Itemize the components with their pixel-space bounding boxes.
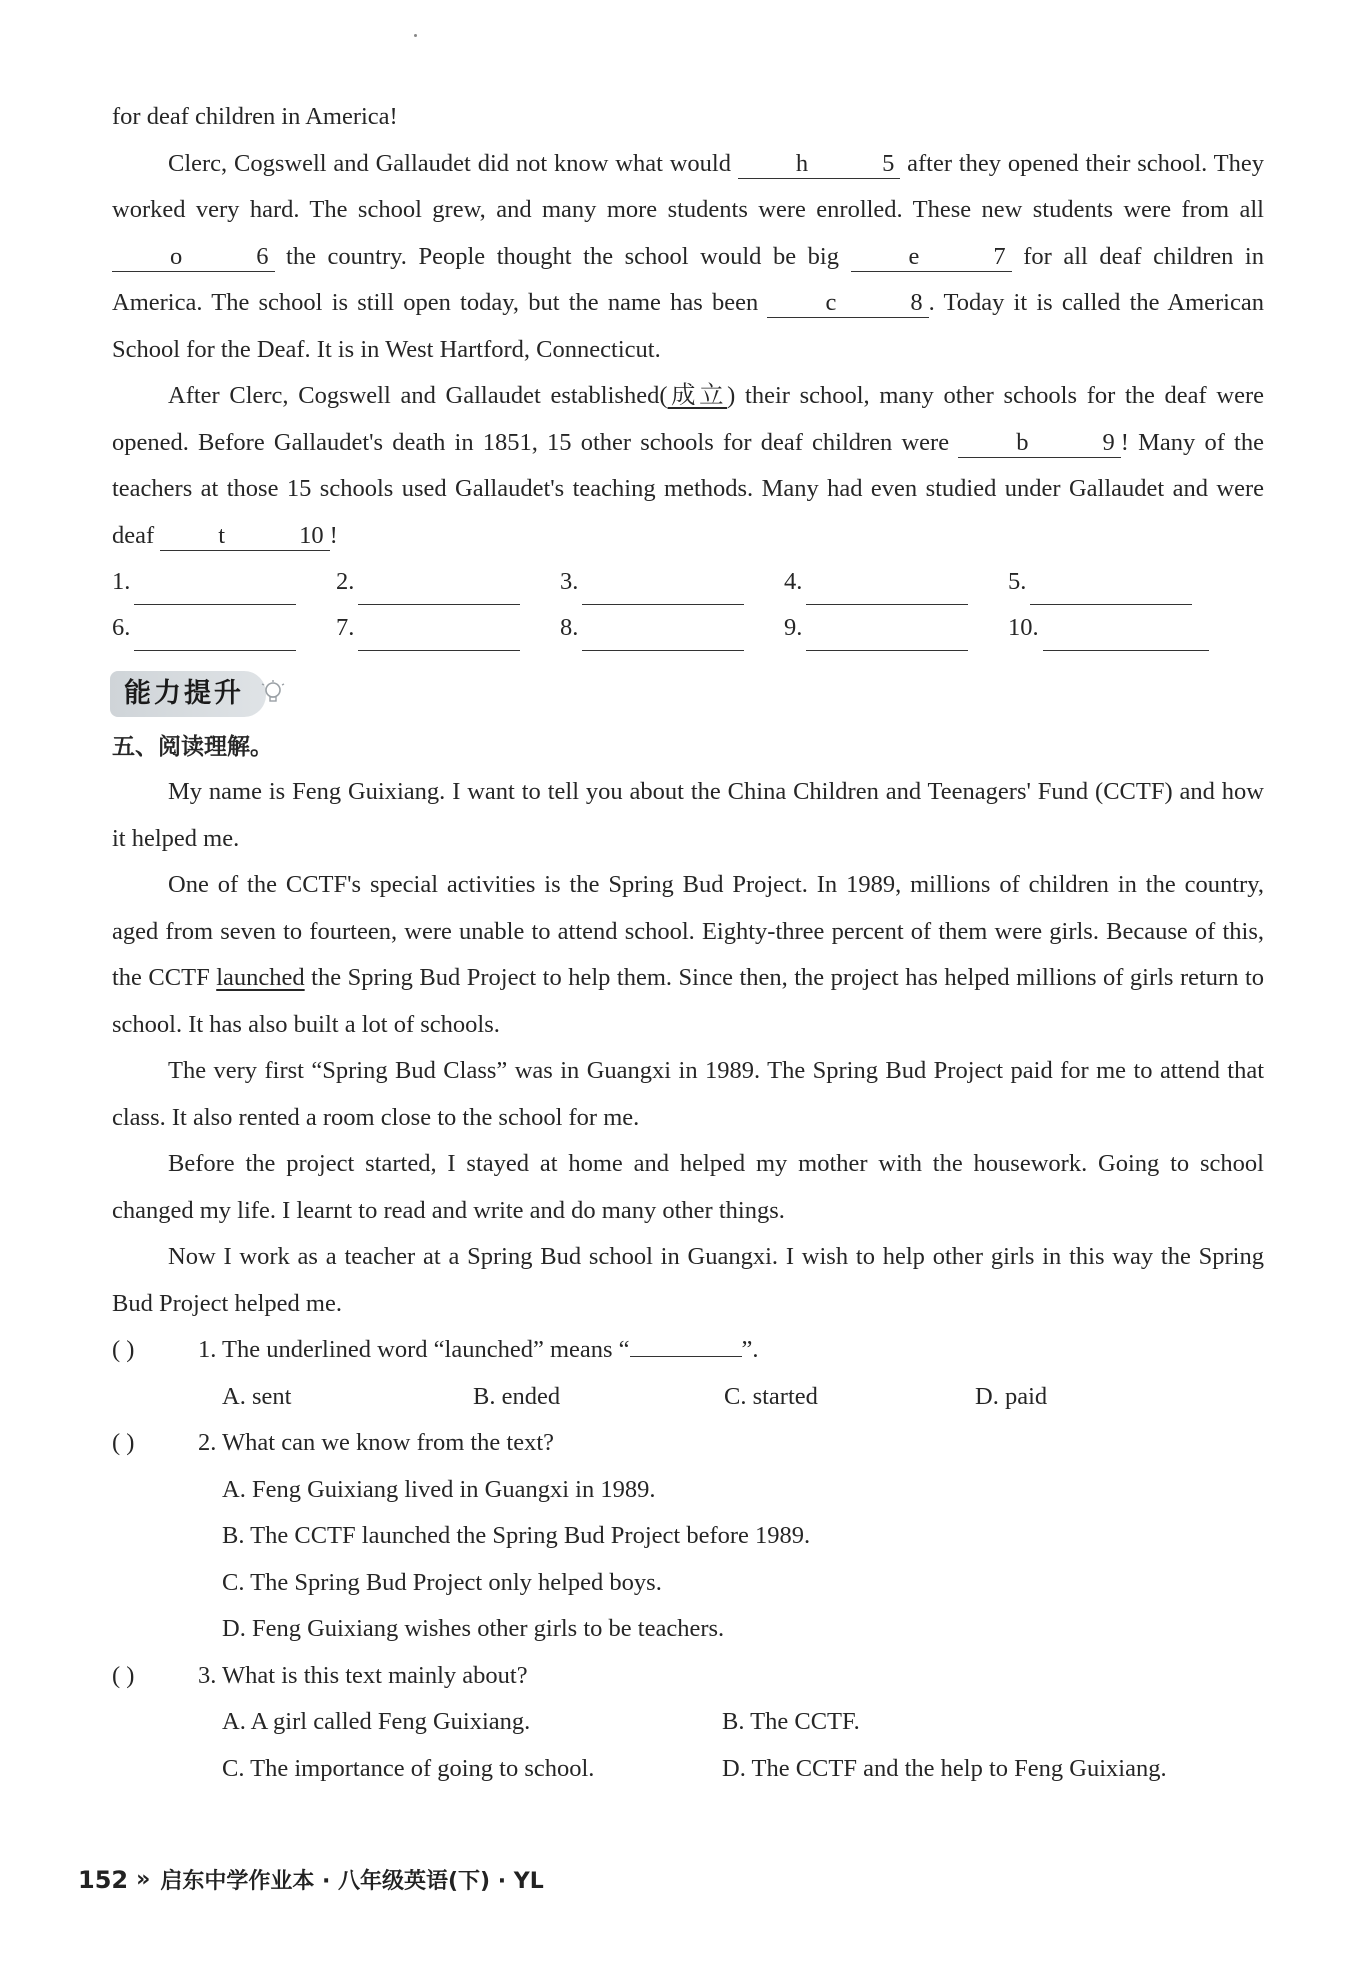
passage1-line-end: for deaf children in America! (112, 103, 398, 130)
answer-line (1030, 574, 1192, 605)
question-stem: 2. What can we know from the text? (198, 1429, 555, 1456)
option-d[interactable]: D. The CCTF and the help to Feng Guixiang. (722, 1754, 1167, 1782)
cloze-blank-9[interactable]: b 9 (958, 429, 1121, 458)
cloze-blank-5[interactable]: h 5 (738, 150, 901, 179)
option-a[interactable]: A. Feng Guixiang lived in Guangxi in 1989. (222, 1475, 656, 1503)
passage2-para2: One of the CCTF's special activities is the Spring Bud Project. In 1989, millions of children in the country, aged from seven to fourteen, were unable to attend school. Eighty-three percent of them were girls. Because of this, the CCTF launched the Spring Bud Project to help them. Since then, the project has helped millions of girls return to school. It has also built a lot of schools. (112, 871, 1264, 1038)
question-2-options (112, 1467, 1264, 1653)
answer-bracket[interactable]: ( ) (112, 1429, 135, 1456)
option-b[interactable]: B. The CCTF launched the Spring Bud Project before 1989. (222, 1522, 811, 1549)
answer-line (358, 574, 520, 605)
answer-line (582, 620, 744, 651)
answer-line (582, 574, 744, 605)
answer-8[interactable]: 8. (560, 605, 784, 652)
print-dot (414, 34, 417, 37)
passage2-para4: Before the project started, I stayed at home and helped my mother with the housework. Going to school changed my life. I learnt to read and write and do many other things. (112, 1150, 1264, 1224)
passage1-para2: Clerc, Cogswell and Gallaudet did not know what would h 5 after they opened their school. They worked very hard. The school grew, and many more students were enrolled. These new students were from all o 6 the country. People thought the school would be big e 7 for all deaf children in America. The school is still open today, but the name has been c 8 . Today it is called the American School for the Deaf. It is in West Hartford, Connecticut. (112, 149, 1265, 363)
answer-6[interactable]: 6. (112, 605, 336, 652)
page-content (112, 94, 1264, 1792)
answer-7[interactable]: 7. (336, 605, 560, 652)
cloze-blank-10[interactable]: t 10 (160, 522, 329, 551)
option-c[interactable]: C. started (724, 1382, 818, 1410)
answer-9[interactable]: 9. (784, 605, 1008, 652)
chinese-gloss: 成立 (667, 382, 728, 409)
answer-row (112, 559, 1264, 605)
option-row (222, 1699, 1264, 1746)
answer-1[interactable]: 1. (112, 559, 336, 606)
underlined-word: launched (216, 964, 305, 991)
option-d[interactable]: D. Feng Guixiang wishes other girls to be teachers. (222, 1615, 725, 1642)
option-c[interactable]: C. The importance of going to school. (222, 1754, 595, 1782)
book-title: 启东中学作业本 · 八年级英语(下) · YL (160, 1869, 544, 1894)
cloze-blank-7[interactable]: e 7 (851, 243, 1012, 272)
question-3-options (112, 1699, 1264, 1792)
option-a[interactable]: A. sent (222, 1382, 292, 1410)
question-1 (112, 1327, 1264, 1374)
double-chevron-icon: » (136, 1867, 151, 1892)
page-number: 152 (78, 1865, 129, 1894)
answer-row (112, 605, 1264, 651)
answer-line (358, 620, 520, 651)
option-b[interactable]: B. The CCTF. (722, 1708, 860, 1735)
answer-bracket[interactable]: ( ) (112, 1661, 135, 1689)
answer-line (806, 620, 968, 651)
lightbulb-icon (260, 679, 286, 705)
passage2-para5: Now I work as a teacher at a Spring Bud school in Guangxi. I wish to help other girls in this way the Spring Bud Project helped me. (112, 1243, 1264, 1317)
answer-10[interactable]: 10. (1008, 605, 1232, 652)
answer-line (134, 620, 296, 651)
answer-line (806, 574, 968, 605)
option-row (222, 1746, 1264, 1793)
question-2 (112, 1420, 1264, 1467)
cloze-blank-6[interactable]: o 6 (112, 243, 275, 272)
passage1-para3: After Clerc, Cogswell and Gallaudet established(成立) their school, many other schools for the deaf were opened. Before Gallaudet's death in 1851, 15 other schools for deaf children were b 9 ! Many of the teachers at those 15 schools used Gallaudet's teaching methods. Many had even studied under Gallaudet and were deaf t 10 ! (112, 382, 1264, 549)
passage2-para1: My name is Feng Guixiang. I want to tell you about the China Children and Teenagers' Fund (CCTF) and how it helped me. (112, 778, 1264, 852)
option-b[interactable]: B. ended (473, 1382, 561, 1410)
answer-2[interactable]: 2. (336, 559, 560, 606)
answer-bracket[interactable]: ( ) (112, 1336, 135, 1363)
section-banner (110, 663, 1264, 725)
question-stem: 3. What is this text mainly about? (198, 1661, 528, 1689)
option-d[interactable]: D. paid (975, 1382, 1048, 1410)
page-footer (78, 1864, 544, 1895)
cloze-blank-8[interactable]: c 8 (767, 289, 928, 318)
question-1-options (112, 1374, 1264, 1421)
section-heading: 五、阅读理解。 (112, 734, 273, 760)
question-stem: 1. The underlined word “launched” means “ ”. (198, 1327, 759, 1374)
banner-label: 能力提升 (124, 677, 244, 709)
option-a[interactable]: A. A girl called Feng Guixiang. (222, 1708, 531, 1735)
option-c[interactable]: C. The Spring Bud Project only helped boys. (222, 1568, 662, 1596)
passage2-para3: The very first “Spring Bud Class” was in Guangxi in 1989. The Spring Bud Project paid for me to attend that class. It also rented a room close to the school for me. (112, 1057, 1264, 1131)
answer-5[interactable]: 5. (1008, 559, 1232, 606)
answer-line (134, 574, 296, 605)
fill-blank[interactable] (630, 1332, 742, 1357)
answer-4[interactable]: 4. (784, 559, 1008, 606)
answer-lines (112, 559, 1264, 651)
banner-label-box (110, 671, 266, 717)
answer-3[interactable]: 3. (560, 559, 784, 606)
answer-line (1043, 620, 1209, 651)
question-3 (112, 1653, 1264, 1700)
